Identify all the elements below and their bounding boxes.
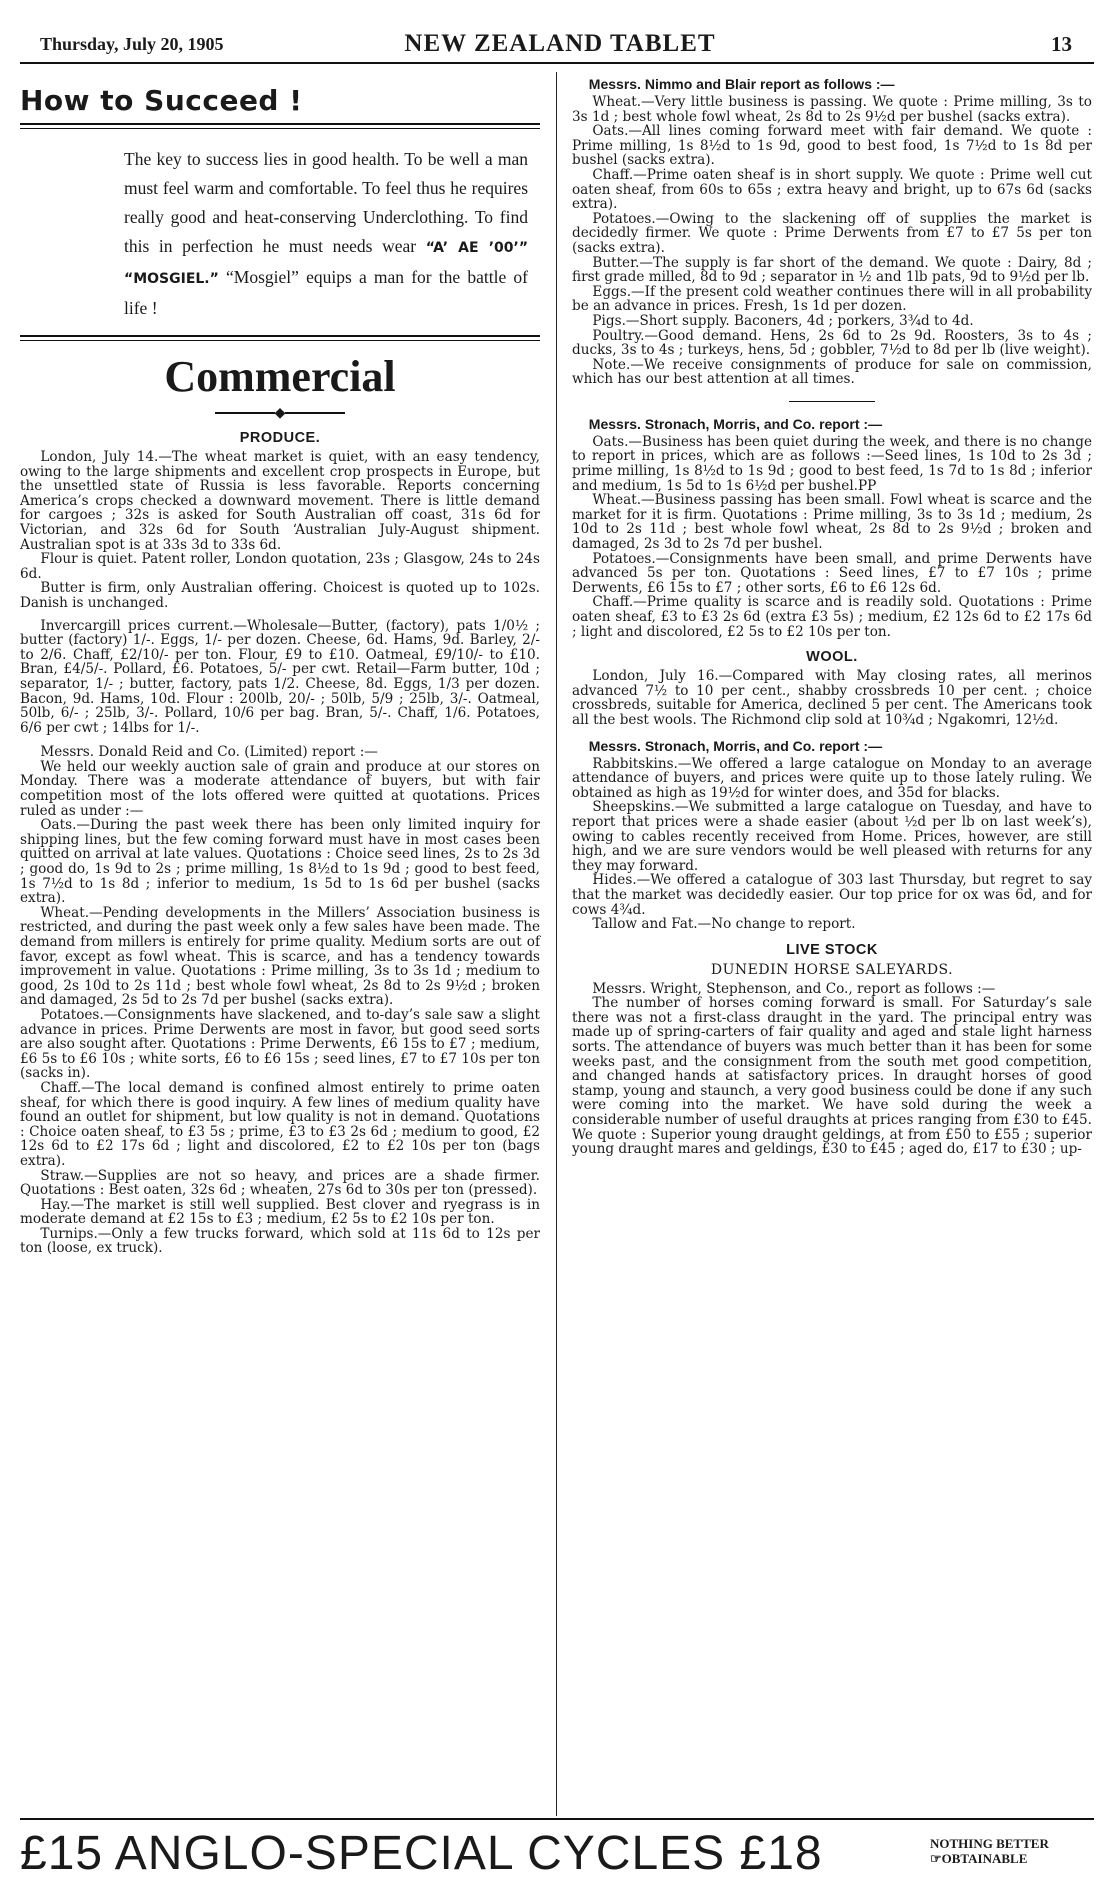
header-rule	[20, 62, 1094, 64]
masthead-title: NEW ZEALAND TABLET	[404, 30, 716, 57]
report-heading-reid: Messrs. Donald Reid and Co. (Limited) report :—	[40, 744, 378, 761]
paragraph: We held our weekly auction sale of grain and produce at our stores on Monday. There was a moderate attendance of buyers, but with fair competition most of the lots offered were quitted at quotations. Prices ruled as under :—	[20, 758, 540, 819]
paragraph: Note.—We receive consignments of produce for sale on commission, which has our best attention at all times.	[572, 356, 1092, 388]
stronach-report	[572, 435, 1092, 639]
paragraph: Invercargill prices current.—Wholesale—Butter, (factory), pats 1/0½ ; butter (factory) 1/-. Eggs, 1/- per dozen. Cheese, 6d. Hams, 9d. Barley, 2/- to 2/6. Chaff, £2/10/- per ton. Flour, £9 to £10. Oatmeal, £9/10/- to £10. Bran, £4/5/-. Pollard, £6. Potatoes, 5/- per cwt. Retail—Farm butter, 10d ; separator, 1/- ; butter, factory, pats 1/2. Cheese, 8d. Eggs, 1/3 per dozen. Bacon, 9d. Hams, 10d. Flour : 200lb, 20/- ; 50lb, 5/9 ; 25lb, 3/-. Oatmeal, 50lb, 6/- ; 25lb, 3/-. Pollard, 10/6 per bag. Bran, 5/-. Chaff, 1/6. Potatoes, 6/6 per cwt ; 14lbs for 1/-.	[20, 617, 540, 736]
page-number: 13	[1051, 32, 1072, 56]
left-column	[20, 72, 540, 1256]
paragraph: The number of horses coming forward is small. For Saturday’s sale there was not a first-class draught in the yard. The principal entry was made up of spring-carters of fair quality and aged and stale light harness sorts. The attendance of buyers was much better than it has been for some weeks past, and the consignment from the south met good competition, and changed hands at satisfactory prices. In draught horses of good stamp, young and staunch, a very good business could be done if any such were coming into the market. We have sold during the week a considerable number of useful draughts at prices ranging from £30 to £45. We quote : Superior young draught geldings, at from £50 to £55 ; superior young draught mares and geldings, £30 to £45 ; aged do, £17 to £30 ; up-	[572, 995, 1092, 1158]
separator	[789, 401, 875, 402]
heading-live-stock: LIVE STOCK	[786, 941, 878, 958]
ad-body	[124, 145, 528, 323]
ad-text-2: “Mosgiel” equips a man for the battle of life !	[124, 267, 529, 318]
cycles-ad-tagline	[930, 1836, 1049, 1866]
paragraph: Wheat.—Business passing has been small. Fowl wheat is scarce and the market for it is firm. Quotations : Prime milling, 3s to 3s 1d ; medium, 2s 10d to 2s 11d ; best whole fowl wheat, 2s 8d to 2s 9½d ; broken and damaged, 2s 3d to 2s 7d per bushel.	[572, 492, 1092, 553]
paragraph: Chaff.—Prime quality is scarce and is readily sold. Quotations : Prime oaten sheaf, £3 to £3 2s 6d (extra £3 5s) ; medium, £2 12s 6d to £2 17s 6d ; light and discolored, £2 5s to £2 10s per ton.	[572, 594, 1092, 640]
paragraph: Potatoes.—Owing to the slackening off of supplies the market is decidedly firmer. We quote : Prime Derwents from £7 to £7 5s per ton (sacks extra).	[572, 210, 1092, 256]
paragraph: London, July 16.—Compared with May closing rates, all merinos advanced 7½ to 10 per cent., shabby crossbreds 10 per cent. ; choice crossbreds, suitable for America, declined 5 per cent. The Americans took all the best wools. The Richmond clip sold at 10¾d ; Ngakomri, 12½d.	[572, 668, 1092, 728]
wool-stronach-report	[572, 757, 1092, 932]
produce-body	[20, 450, 540, 735]
paragraph: Potatoes.—Consignments have been small, and prime Derwents have advanced 5s per ton. Quotations : Seed lines, £7 to £7 10s ; prime Derwents, £6 15s to £7 ; other sorts, £6 to £6 12s 6d.	[572, 550, 1092, 596]
paragraph: Tallow and Fat.—No change to report.	[592, 916, 856, 933]
wool-report	[572, 669, 1092, 727]
paragraph: Potatoes.—Consignments have slackened, and to-day’s sale saw a slight advance in prices. Prime Derwents are most in favor, but good seed sorts are also sought after. Quotations : Prime Derwents, £6 15s to £7 ; medium, £6 5s to £6 10s ; white sorts, £6 to £6 15s ; seed lines, £7 to £7 10s per ton (sacks in).	[20, 1006, 540, 1082]
advertisement-mosgiel	[20, 84, 540, 341]
paragraph: Butter.—The supply is far short of the demand. We quote : Dairy, 8d ; first grade milled, 8d to 9d ; separator in ½ and 1lb pats, 9d to 9½d per lb.	[572, 254, 1092, 286]
paragraph: Butter is firm, only Australian offering. Choicest is quoted up to 102s. Danish is unchanged.	[20, 580, 540, 611]
ad-rule-thin	[20, 128, 540, 129]
reid-report	[20, 760, 540, 1256]
paragraph: Eggs.—If the present cold weather continues there will in all probability be an advance in prices. Fresh, 1s 1d per dozen.	[572, 283, 1092, 315]
issue-date: Thursday, July 20, 1905	[40, 34, 224, 54]
section-title-commercial: Commercial	[164, 352, 396, 401]
paragraph: Flour is quiet. Patent roller, London quotation, 23s ; Glasgow, 24s to 24s 6d.	[20, 551, 540, 582]
paragraph: Oats.—During the past week there has been only limited inquiry for shipping lines, but the few coming forward must have in most cases been quitted on arrival at late values. Quotations : Choice seed lines, 2s to 2s 3d ; good do, 1s 9d to 2s ; prime milling, 1s 8½d to 1s 9d ; good to best feed, 1s 7½d to 1s 8d ; inferior to medium, 1s 5d to 1s 6d per bushel (sacks extra).	[20, 817, 540, 907]
page-header	[40, 30, 1080, 57]
nimmo-report	[572, 95, 1092, 387]
paragraph: Pigs.—Short supply. Baconers, 4d ; porkers, 3¾d to 4d.	[592, 312, 974, 329]
tagline-line-1: NOTHING BETTER	[930, 1836, 1049, 1851]
tagline-line-2: ☞OBTAINABLE	[930, 1851, 1028, 1866]
heading-wool: WOOL.	[806, 649, 858, 666]
livestock-report	[572, 982, 1092, 1157]
report-heading-stronach-wool: Messrs. Stronach, Morris, and Co. report :—	[588, 737, 883, 754]
report-heading-stronach: Messrs. Stronach, Morris, and Co. report :—	[588, 415, 883, 432]
ad-bottom-rule	[20, 335, 540, 337]
paragraph: Chaff.—The local demand is confined almost entirely to prime oaten sheaf, for which there is good inquiry. A few lines of medium quality have found an outlet for shipment, but low quality is not in demand. Quotations : Choice oaten sheaf, to £3 5s ; prime, £3 to £3 2s 6d ; medium to good, £2 12s 6d to £2 17s 6d ; light and discolored, £2 to £2 10s per ton (bags extra).	[20, 1079, 540, 1169]
paragraph: Hides.—We offered a catalogue of 303 last Thursday, but regret to say that the market was decidedly easier. Our top price for ox was 6d, and for cows 4¾d.	[572, 872, 1092, 918]
paragraph: Turnips.—Only a few trucks forward, which sold at 11s 6d to 12s per ton (loose, ex truck).	[20, 1225, 540, 1257]
paragraph: Hay.—The market is still well supplied. Best clover and ryegrass is in moderate demand at £2 15s to £3 ; medium, £2 5s to £2 10s per ton.	[20, 1196, 540, 1228]
paragraph: London, July 14.—The wheat market is quiet, with an easy tendency, owing to the large shipments and excellent crop prospects in Europe, but the unsettled state of Russia is less favorable. Reports concerning America’s crops checked a downward movement. There is little demand for cargoes ; 32s is asked for South Australian off coast, 31s 6d for Victorian, and 32s 6d for South ‘Australian July-August shipment. Australian spot is at 33s 3d to 33s 6d.	[20, 449, 540, 553]
paragraph: Wheat.—Pending developments in the Millers’ Association business is restricted, and during the past week only a few sales have been made. The demand from millers is entirely for prime quality. Medium sorts are out of favor, except as fowl wheat. This is scarce, and has a tendency towards improvement in value. Quotations : Prime milling, 3s to 3s 1d ; medium to good, 2s 10d to 2s 11d ; best whole fowl wheat, 2s 8d to 2s 9½d ; broken and damaged, 2s 5d to 2s 7d per bushel (sacks extra).	[20, 904, 540, 1009]
ad-brand: “A’ AE ’00’” “MOSGIEL.”	[124, 240, 529, 287]
ad-title: How to Succeed !	[20, 84, 303, 117]
right-column	[572, 72, 1092, 1157]
subheading-saleyards: DUNEDIN HORSE SALEYARDS.	[710, 961, 954, 978]
paragraph: Straw.—Supplies are not so heavy, and prices are a shade firmer. Quotations : Best oaten, 32s 6d ; wheaten, 27s 6d to 30s per ton (pressed).	[20, 1167, 540, 1199]
diamond-icon: ◆	[274, 405, 286, 421]
ad-bottom-rule-thin	[20, 340, 540, 341]
paragraph: Sheepskins.—We submitted a large catalogue on Tuesday, and have to report that prices were a shade easier (about ½d per lb on last week’s), owing to cables recently received from Home. Prices, however, are still high, and we are sure vendors would be well pleased with returns for any they may forward.	[572, 799, 1092, 874]
heading-produce: PRODUCE.	[239, 430, 321, 446]
ornament-divider	[20, 406, 540, 420]
paragraph: Poultry.—Good demand. Hens, 2s 6d to 2s 9d. Roosters, 3s to 4s ; ducks, 3s to 4s ; turkeys, hens, 5d ; gobbler, 7½d to 8d per lb (live weight).	[572, 327, 1092, 359]
footer-rule	[20, 1818, 1094, 1820]
cycles-ad-text: £15 ANGLO-SPECIAL CYCLES £18	[20, 1827, 823, 1880]
paragraph: Chaff.—Prime oaten sheaf is in short supply. We quote : Prime well cut oaten sheaf, from 60s to 65s ; extra heavy and bright, up to 67s 6d (sacks extra).	[572, 166, 1092, 213]
paragraph: Oats.—Business has been quiet during the week, and there is no change to report in prices, which are as follows :—Seed lines, 1s 10d to 2s 3d ; prime milling, 1s 8½d to 1s 9d ; good to best feed, 1s 7d to 1s 8d ; inferior and medium, 1s 5d to 1s 6½d per bushel.PP	[572, 433, 1092, 494]
ad-rule	[20, 123, 540, 125]
paragraph: Wheat.—Very little business is passing. We quote : Prime milling, 3s to 3s 1d ; best whole fowl wheat, 2s 8d to 2s 9½d per bushel (sacks extra).	[572, 94, 1092, 125]
column-divider	[556, 72, 557, 1816]
footer-advertisement	[20, 1826, 1094, 1886]
paragraph: Rabbitskins.—We offered a large catalogue on Monday to an average attendance of buyers, and prices were quite up to those lately ruling. We obtained as high as 19½d for winter does, and 35d for blacks.	[572, 755, 1092, 801]
ad-text-1: The key to success lies in good health. To be well a man must feel warm and comfortable. To feel thus he requires really good and heat-conserving Underclothing. To find this in perfection he must needs wear	[124, 149, 528, 256]
report-heading-nimmo: Messrs. Nimmo and Blair report as follows :—	[588, 76, 895, 92]
paragraph: Oats.—All lines coming forward meet with fair demand. We quote : Prime milling, 1s 8½d to 1s 9d, good to best food, 1s 7½d to 1s 8d per bushel (sacks extra).	[572, 123, 1092, 169]
paragraph: Messrs. Wright, Stephenson, and Co., report as follows :—	[592, 980, 996, 997]
